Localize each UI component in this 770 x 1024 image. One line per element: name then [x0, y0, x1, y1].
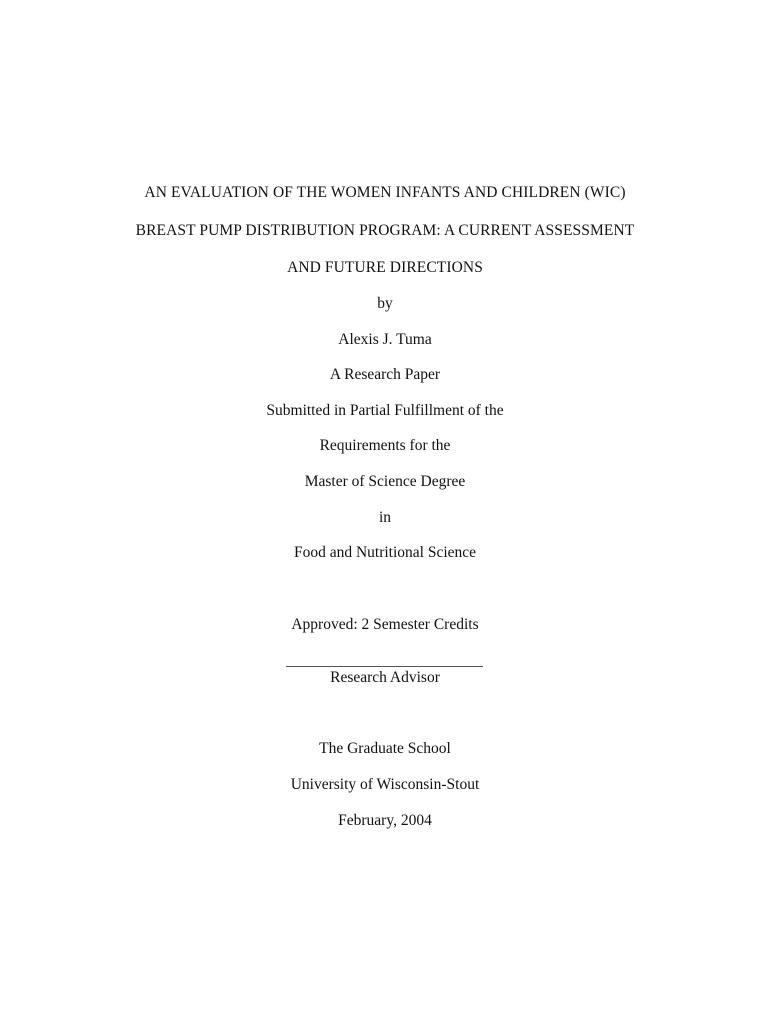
signature-line — [286, 666, 483, 667]
title-line-1: AN EVALUATION OF THE WOMEN INFANTS AND CHILDREN (WIC) — [144, 184, 626, 201]
title-line-3: AND FUTURE DIRECTIONS — [287, 259, 483, 276]
degree-name: Master of Science Degree — [304, 473, 466, 490]
in-text: in — [378, 509, 392, 526]
research-advisor-label: Research Advisor — [330, 669, 440, 686]
field-of-study: Food and Nutritional Science — [293, 544, 477, 561]
graduate-school: The Graduate School — [319, 740, 451, 757]
submission-date: February, 2004 — [338, 812, 432, 829]
submission-line-2: Requirements for the — [319, 437, 451, 454]
university-name: University of Wisconsin-Stout — [290, 776, 480, 793]
author-name: Alexis J. Tuma — [338, 331, 432, 348]
approval-credits: Approved: 2 Semester Credits — [291, 616, 479, 633]
title-line-2: BREAST PUMP DISTRIBUTION PROGRAM: A CURRENT ASSESSMENT — [135, 222, 635, 239]
submission-line-1: Submitted in Partial Fulfillment of the — [266, 402, 504, 419]
paper-type: A Research Paper — [329, 366, 441, 383]
by-text: by — [377, 295, 393, 312]
